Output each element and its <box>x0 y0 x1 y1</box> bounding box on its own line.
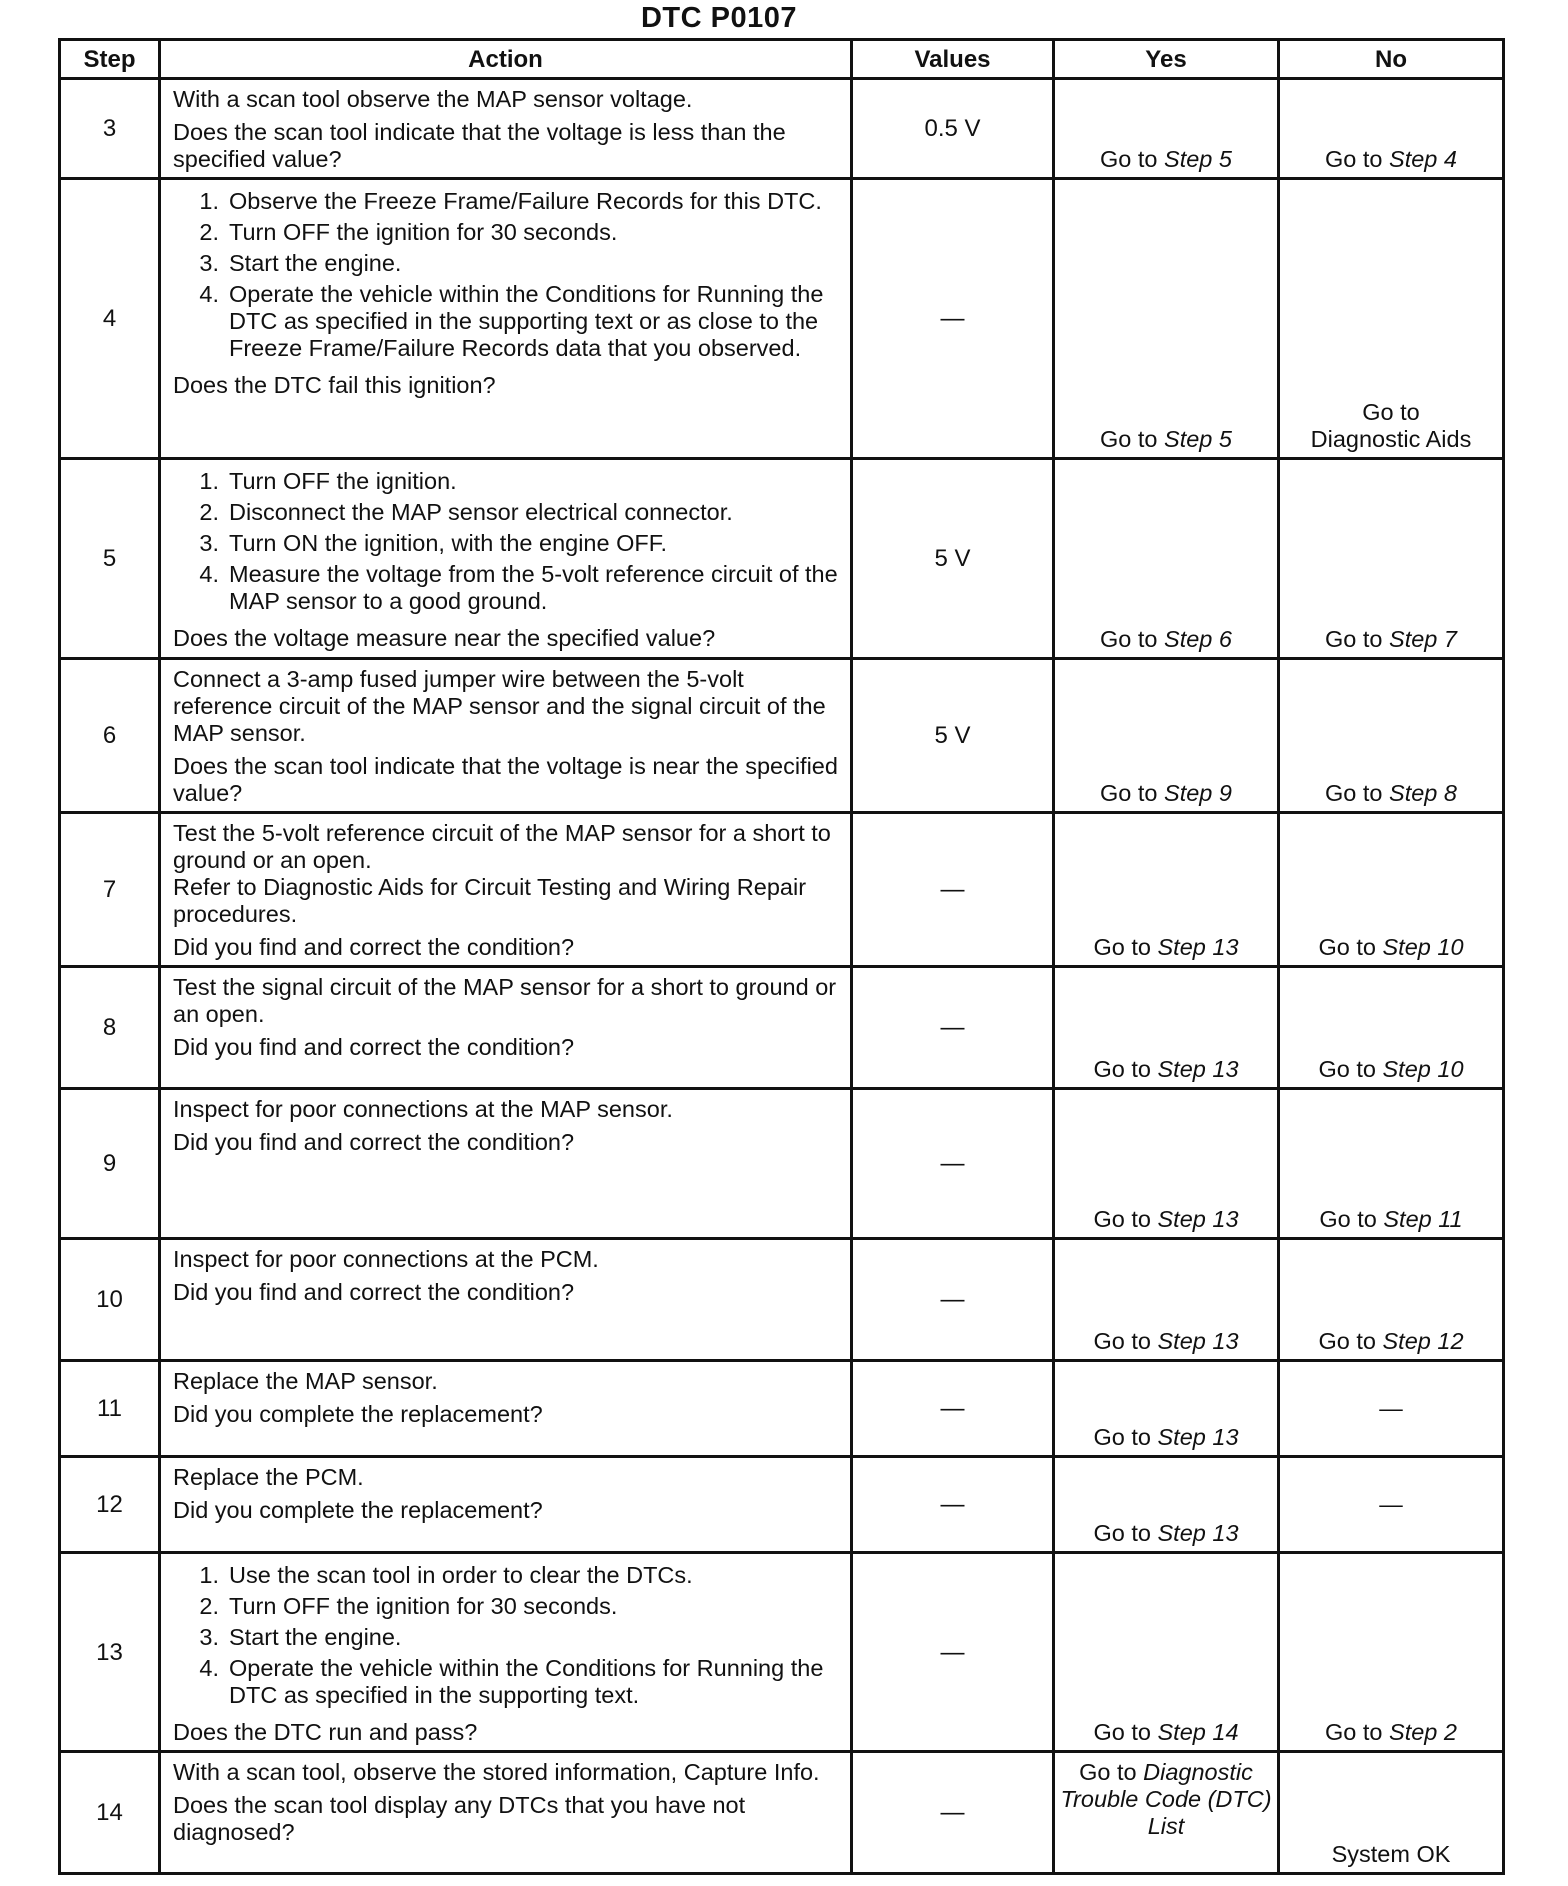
yes-target: Step 13 <box>1157 1424 1239 1450</box>
header-action: Action <box>160 40 852 79</box>
no-target: Step 7 <box>1389 626 1457 652</box>
substep-text: Operate the vehicle within the Conditions for Running the DTC as specified in the supporting text. <box>229 1655 824 1708</box>
yes-goto: Go to Step 13 <box>1093 1328 1239 1354</box>
action-question: Does the scan tool display any DTCs that you have not diagnosed? <box>173 1792 746 1845</box>
no-text: — <box>1379 1491 1403 1517</box>
step-value: — <box>852 1553 1054 1752</box>
yes-target: Step 6 <box>1164 626 1232 652</box>
substep-text: Turn OFF the ignition. <box>229 468 457 494</box>
action-text: Inspect for poor connections at the PCM. <box>173 1246 599 1272</box>
substep-text: Turn OFF the ignition for 30 seconds. <box>229 219 618 245</box>
action-question: Did you complete the replacement? <box>173 1401 543 1427</box>
action-content <box>173 666 840 807</box>
yes-target: Diagnostic Trouble Code (DTC) List <box>1060 1759 1272 1839</box>
step-number: 3 <box>60 79 160 179</box>
yes-target: Step 13 <box>1157 1520 1239 1546</box>
action-substep <box>173 499 840 526</box>
yes-target: Step 9 <box>1164 780 1232 806</box>
action-cell <box>160 967 852 1089</box>
action-cell <box>160 813 852 967</box>
no-result <box>1279 459 1504 659</box>
yes-target: Step 13 <box>1157 1328 1239 1354</box>
no-goto: Go to Step 12 <box>1318 1328 1464 1354</box>
action-text: Inspect for poor connections at the MAP sensor. <box>173 1096 673 1122</box>
yes-goto: Go to Step 13 <box>1093 1056 1239 1082</box>
yes-result <box>1054 1457 1279 1553</box>
action-text: Connect a 3-amp fused jumper wire between the 5-volt reference circuit of the MAP sensor and the signal circuit of the MAP sensor. <box>173 666 826 746</box>
yes-goto: Go to Step 14 <box>1093 1719 1239 1745</box>
no-result <box>1279 1239 1504 1361</box>
table-row <box>60 1553 1504 1752</box>
no-target: Step 10 <box>1382 934 1464 960</box>
yes-goto: Go to Step 5 <box>1100 426 1232 452</box>
action-instructions <box>173 666 840 747</box>
table-row <box>60 1089 1504 1239</box>
yes-goto: Go to Step 5 <box>1100 146 1232 172</box>
action-text: Test the signal circuit of the MAP sensor for a short to ground or an open. <box>173 974 837 1027</box>
step-number: 8 <box>60 967 160 1089</box>
yes-result <box>1054 813 1279 967</box>
no-result <box>1279 813 1504 967</box>
no-result <box>1279 967 1504 1089</box>
no-goto: Go to Step 11 <box>1319 1206 1463 1232</box>
action-content <box>173 1096 840 1156</box>
action-text: Replace the MAP sensor. <box>173 1368 438 1394</box>
action-content <box>173 1560 840 1746</box>
table-header-row <box>60 40 1504 79</box>
no-text: — <box>1379 1395 1403 1421</box>
table-row <box>60 813 1504 967</box>
action-question: Did you find and correct the condition? <box>173 1034 575 1060</box>
yes-target: Step 14 <box>1157 1719 1239 1745</box>
step-value: 0.5 V <box>852 79 1054 179</box>
action-instructions <box>173 86 840 113</box>
no-result <box>1279 1361 1504 1457</box>
table-row <box>60 1361 1504 1457</box>
yes-goto: Go to Step 13 <box>1093 1424 1239 1450</box>
step-number: 4 <box>60 179 160 459</box>
action-cell <box>160 1089 852 1239</box>
action-content <box>173 1464 840 1524</box>
substep-text: Observe the Freeze Frame/Failure Records for this DTC. <box>229 188 822 214</box>
substep-text: Measure the voltage from the 5-volt reference circuit of the MAP sensor to a good ground. <box>229 561 838 614</box>
step-value: — <box>852 1457 1054 1553</box>
yes-target: Step 13 <box>1157 934 1239 960</box>
step-number: 11 <box>60 1361 160 1457</box>
yes-result <box>1054 1752 1279 1874</box>
action-cell <box>160 1553 852 1752</box>
diagnostic-table <box>58 38 1505 1875</box>
step-value: 5 V <box>852 659 1054 813</box>
substep-number: 4. <box>199 1655 219 1681</box>
action-content <box>173 466 840 652</box>
no-prefix: Go to <box>1362 399 1420 425</box>
no-target: Step 12 <box>1382 1328 1464 1354</box>
yes-goto: Go to Step 13 <box>1093 1206 1239 1232</box>
step-number: 10 <box>60 1239 160 1361</box>
action-question: Did you find and correct the condition? <box>173 1129 575 1155</box>
document-title: DTC P0107 <box>640 2 797 34</box>
yes-result <box>1054 659 1279 813</box>
table-row <box>60 1457 1504 1553</box>
action-question: Does the voltage measure near the specified value? <box>173 625 716 651</box>
step-number: 12 <box>60 1457 160 1553</box>
substep-number: 3. <box>199 1624 219 1650</box>
action-substep <box>173 219 840 246</box>
no-result <box>1279 1752 1504 1874</box>
header-no: No <box>1279 40 1504 79</box>
action-substep <box>173 468 840 495</box>
no-result <box>1279 659 1504 813</box>
yes-result <box>1054 1239 1279 1361</box>
step-value: — <box>852 1089 1054 1239</box>
yes-goto: Go to Step 13 <box>1093 1520 1239 1546</box>
step-value: — <box>852 1239 1054 1361</box>
action-text: Refer to Diagnostic Aids for Circuit Testing and Wiring Repair procedures. <box>173 874 807 927</box>
header-values: Values <box>852 40 1054 79</box>
table-row <box>60 1239 1504 1361</box>
action-instructions <box>173 1096 840 1123</box>
yes-result <box>1054 1553 1279 1752</box>
action-cell <box>160 79 852 179</box>
action-substep <box>173 1593 840 1620</box>
table-row <box>60 79 1504 179</box>
no-result <box>1279 179 1504 459</box>
yes-goto: Go to Step 9 <box>1100 780 1232 806</box>
substep-text: Use the scan tool in order to clear the DTCs. <box>229 1562 693 1588</box>
action-question: Did you find and correct the condition? <box>173 1279 575 1305</box>
no-target: Step 8 <box>1389 780 1457 806</box>
action-content <box>173 1246 840 1306</box>
no-result <box>1279 79 1504 179</box>
no-goto: Go to Step 4 <box>1325 146 1457 172</box>
substep-text: Turn OFF the ignition for 30 seconds. <box>229 1593 618 1619</box>
action-substep <box>173 188 840 215</box>
step-value: — <box>852 1752 1054 1874</box>
action-content <box>173 186 840 399</box>
action-instructions <box>173 1759 840 1786</box>
no-target: Step 10 <box>1382 1056 1464 1082</box>
action-content <box>173 820 840 961</box>
action-instructions <box>173 1368 840 1395</box>
substep-text: Start the engine. <box>229 250 402 276</box>
no-result <box>1279 1457 1504 1553</box>
action-content <box>173 1368 840 1428</box>
action-question: Did you find and correct the condition? <box>173 934 575 960</box>
no-goto: Go to Step 10 <box>1318 934 1464 960</box>
action-substep <box>173 1562 840 1589</box>
no-result <box>1279 1089 1504 1239</box>
substep-number: 2. <box>199 499 219 525</box>
no-result <box>1279 1553 1504 1752</box>
action-instructions <box>173 820 840 928</box>
action-cell <box>160 1457 852 1553</box>
action-content <box>173 1759 840 1846</box>
action-instructions <box>173 1246 840 1273</box>
substep-number: 4. <box>199 561 219 587</box>
yes-target: Step 5 <box>1164 426 1232 452</box>
table-row <box>60 1752 1504 1874</box>
action-cell <box>160 659 852 813</box>
action-instructions <box>173 466 840 619</box>
no-goto: Go to Step 8 <box>1325 780 1457 806</box>
step-number: 14 <box>60 1752 160 1874</box>
action-substep <box>173 1624 840 1651</box>
step-number: 6 <box>60 659 160 813</box>
table-row <box>60 659 1504 813</box>
action-cell <box>160 1361 852 1457</box>
substep-number: 4. <box>199 281 219 307</box>
no-target: Step 4 <box>1389 146 1457 172</box>
yes-goto: Go to Step 13 <box>1093 934 1239 960</box>
step-value: — <box>852 813 1054 967</box>
step-value: — <box>852 967 1054 1089</box>
action-substep <box>173 1655 840 1709</box>
no-text: System OK <box>1331 1841 1451 1867</box>
yes-goto: Go to Diagnostic Trouble Code (DTC) List <box>1060 1759 1272 1839</box>
action-cell <box>160 459 852 659</box>
yes-result <box>1054 1089 1279 1239</box>
action-text: With a scan tool observe the MAP sensor voltage. <box>173 86 693 112</box>
action-text: Replace the PCM. <box>173 1464 364 1490</box>
step-value: 5 V <box>852 459 1054 659</box>
substep-number: 1. <box>199 188 219 214</box>
header-step: Step <box>60 40 160 79</box>
no-goto: Go to Step 2 <box>1325 1719 1457 1745</box>
step-number: 5 <box>60 459 160 659</box>
substep-text: Turn ON the ignition, with the engine OFF. <box>229 530 668 556</box>
action-substep <box>173 530 840 557</box>
action-question: Does the scan tool indicate that the voltage is less than the specified value? <box>173 119 786 172</box>
yes-goto: Go to Step 6 <box>1100 626 1232 652</box>
step-number: 13 <box>60 1553 160 1752</box>
substep-text: Disconnect the MAP sensor electrical connector. <box>229 499 733 525</box>
action-instructions <box>173 1464 840 1491</box>
action-text: Test the 5-volt reference circuit of the MAP sensor for a short to ground or an open. <box>173 820 831 873</box>
no-goto <box>1284 399 1498 453</box>
yes-result <box>1054 79 1279 179</box>
yes-result <box>1054 967 1279 1089</box>
action-cell <box>160 1239 852 1361</box>
action-question: Does the scan tool indicate that the voltage is near the specified value? <box>173 753 838 806</box>
table-row <box>60 179 1504 459</box>
header-yes: Yes <box>1054 40 1279 79</box>
action-text: With a scan tool, observe the stored information, Capture Info. <box>173 1759 820 1785</box>
no-target: Step 11 <box>1383 1206 1463 1232</box>
action-question: Does the DTC run and pass? <box>173 1719 478 1745</box>
yes-result <box>1054 1361 1279 1457</box>
no-target: Diagnostic Aids <box>1310 426 1472 452</box>
action-instructions <box>173 186 840 366</box>
action-question: Does the DTC fail this ignition? <box>173 372 496 398</box>
yes-target: Step 13 <box>1157 1056 1239 1082</box>
yes-target: Step 13 <box>1157 1206 1239 1232</box>
table-row <box>60 967 1504 1089</box>
action-question: Did you complete the replacement? <box>173 1497 543 1523</box>
step-number: 9 <box>60 1089 160 1239</box>
step-number: 7 <box>60 813 160 967</box>
substep-number: 1. <box>199 1562 219 1588</box>
action-content <box>173 974 840 1061</box>
table-body <box>60 79 1504 1874</box>
yes-result <box>1054 459 1279 659</box>
action-substep <box>173 561 840 615</box>
action-cell <box>160 1752 852 1874</box>
no-goto: Go to Step 7 <box>1325 626 1457 652</box>
step-value: — <box>852 1361 1054 1457</box>
action-substep <box>173 281 840 362</box>
action-content <box>173 86 840 173</box>
yes-target: Step 5 <box>1164 146 1232 172</box>
substep-text: Operate the vehicle within the Conditions for Running the DTC as specified in the supporting text or as close to the Freeze Frame/Failure Records data that you observed. <box>229 281 824 361</box>
yes-result <box>1054 179 1279 459</box>
no-target: Step 2 <box>1389 1719 1457 1745</box>
substep-number: 3. <box>199 250 219 276</box>
action-instructions <box>173 1560 840 1713</box>
action-cell <box>160 179 852 459</box>
action-substep <box>173 250 840 277</box>
substep-text: Start the engine. <box>229 1624 402 1650</box>
substep-number: 3. <box>199 530 219 556</box>
table-row <box>60 459 1504 659</box>
action-instructions <box>173 974 840 1028</box>
substep-number: 2. <box>199 219 219 245</box>
no-goto: Go to Step 10 <box>1318 1056 1464 1082</box>
step-value: — <box>852 179 1054 459</box>
substep-number: 2. <box>199 1593 219 1619</box>
substep-number: 1. <box>199 468 219 494</box>
